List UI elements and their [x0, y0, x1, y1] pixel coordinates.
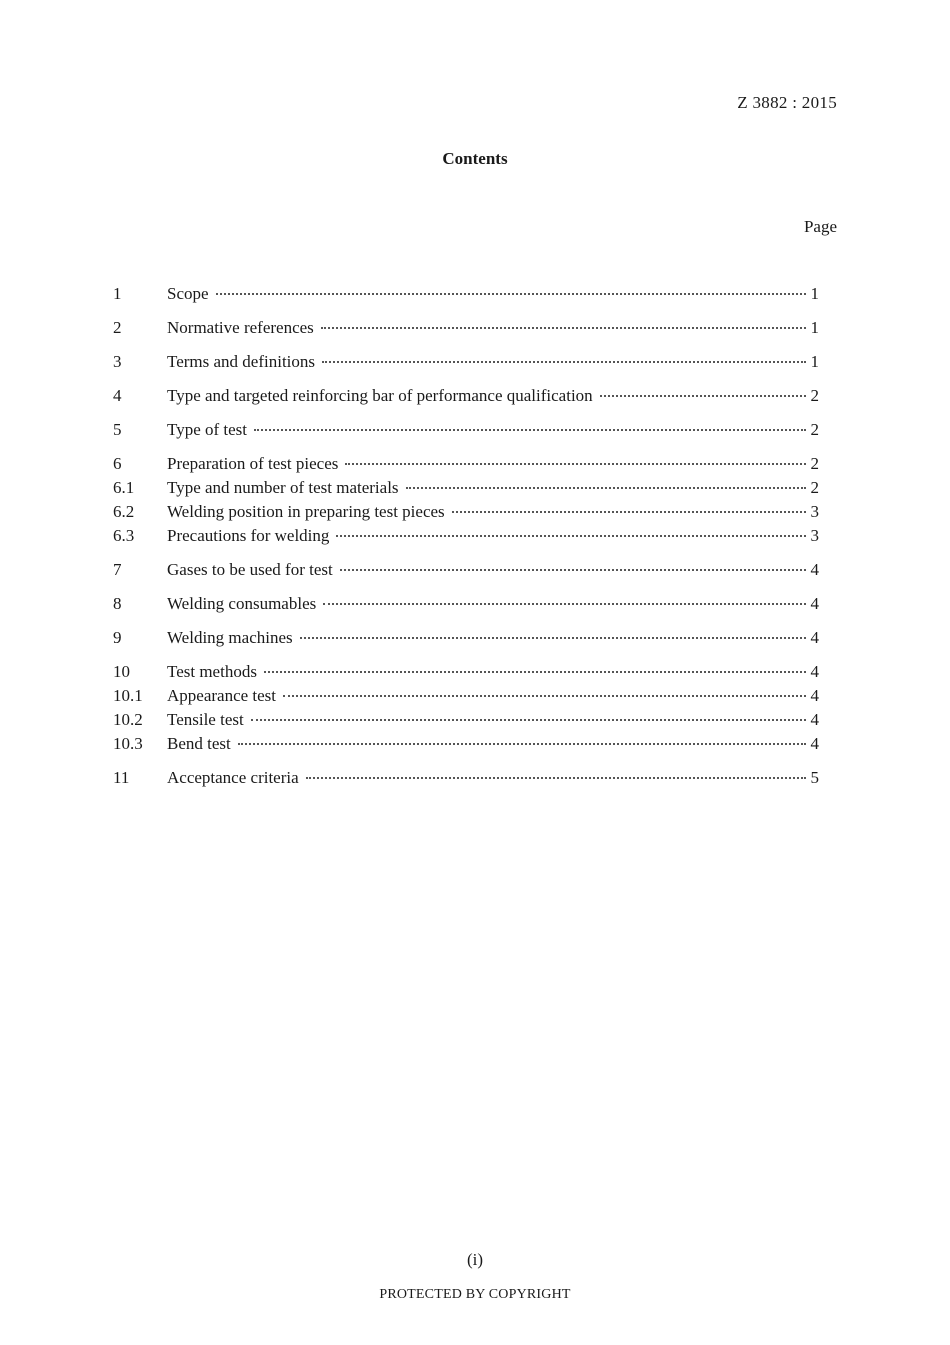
toc-entry-number: 10.2 — [113, 710, 143, 729]
toc-entry-page: 3 — [810, 502, 819, 521]
dot-leader — [238, 743, 806, 745]
toc-entry[interactable] — [113, 524, 819, 548]
toc-entry[interactable] — [113, 558, 819, 582]
toc-entry-page: 1 — [810, 284, 819, 303]
toc-entry-number: 5 — [113, 420, 122, 439]
dot-leader — [452, 511, 806, 513]
toc-group — [113, 452, 819, 548]
dot-leader — [306, 777, 806, 779]
toc-entry-number: 10.3 — [113, 734, 143, 753]
toc-entry[interactable] — [113, 732, 819, 756]
toc-entry-page: 4 — [810, 628, 819, 647]
toc-entry-page: 4 — [810, 594, 819, 613]
toc-entry-number: 6 — [113, 454, 122, 473]
toc-entry[interactable] — [113, 684, 819, 708]
toc-entry-number: 8 — [113, 594, 122, 613]
dot-leader — [323, 603, 805, 605]
toc-entry-page: 4 — [810, 710, 819, 729]
toc-entry[interactable] — [113, 592, 819, 616]
toc-entry-title: Tensile test — [167, 710, 244, 729]
toc-entry-number: 1 — [113, 284, 122, 303]
copyright-notice: PROTECTED BY COPYRIGHT — [379, 1287, 571, 1302]
toc-entry-title: Acceptance criteria — [167, 768, 299, 787]
toc-entry-page: 1 — [810, 352, 819, 371]
toc-entry-title: Scope — [167, 284, 209, 303]
toc-group — [113, 558, 819, 582]
toc-entry-title: Terms and definitions — [167, 352, 316, 371]
toc-entry-title: Preparation of test pieces — [167, 454, 339, 473]
toc-group — [113, 282, 819, 306]
toc-group — [113, 766, 819, 790]
dot-leader — [216, 293, 806, 295]
toc-entry-number: 11 — [113, 768, 130, 787]
toc-entry-title: Welding consumables — [167, 594, 317, 613]
dot-leader — [254, 429, 805, 431]
dot-leader — [345, 463, 805, 465]
toc-entry-title: Gases to be used for test — [167, 560, 333, 579]
dot-leader — [600, 395, 806, 397]
toc-entry-page: 4 — [810, 686, 819, 705]
table-of-contents — [113, 282, 819, 800]
toc-entry-number: 6.2 — [113, 502, 135, 521]
toc-entry-title: Type and targeted reinforcing bar of performance qualification — [167, 386, 593, 405]
page-folio: (i) — [466, 1250, 484, 1269]
toc-group — [113, 350, 819, 374]
toc-group — [113, 316, 819, 340]
toc-entry-title: Welding position in preparing test pieces — [167, 502, 445, 521]
toc-entry-number: 7 — [113, 560, 122, 579]
dot-leader — [251, 719, 806, 721]
dot-leader — [322, 361, 805, 363]
toc-entry-title: Type of test — [167, 420, 248, 439]
toc-entry-title: Welding machines — [167, 628, 293, 647]
toc-entry-page: 3 — [810, 526, 819, 545]
toc-entry-page: 1 — [810, 318, 819, 337]
toc-entry-number: 4 — [113, 386, 122, 405]
toc-group — [113, 384, 819, 408]
toc-entry-number: 10 — [113, 662, 130, 681]
dot-leader — [283, 695, 805, 697]
dot-leader — [336, 535, 805, 537]
toc-entry-page: 2 — [810, 454, 819, 473]
toc-entry-number: 10.1 — [113, 686, 143, 705]
toc-group — [113, 592, 819, 616]
toc-entry-page: 2 — [810, 386, 819, 405]
toc-entry-page: 4 — [810, 662, 819, 681]
toc-entry[interactable] — [113, 316, 819, 340]
dot-leader — [406, 487, 806, 489]
toc-entry[interactable] — [113, 384, 819, 408]
toc-entry[interactable] — [113, 282, 819, 306]
toc-entry-page: 2 — [810, 420, 819, 439]
dot-leader — [321, 327, 806, 329]
toc-entry-number: 6.1 — [113, 478, 135, 497]
toc-entry-title: Precautions for welding — [167, 526, 330, 545]
toc-entry[interactable] — [113, 626, 819, 650]
toc-group — [113, 418, 819, 442]
dot-leader — [340, 569, 806, 571]
toc-entry[interactable] — [113, 708, 819, 732]
toc-entry[interactable] — [113, 476, 819, 500]
document-number: Z 3882 : 2015 — [737, 93, 837, 112]
toc-entry-number: 9 — [113, 628, 122, 647]
toc-entry-title: Bend test — [167, 734, 231, 753]
page-column-label: Page — [803, 217, 837, 236]
page-title: Contents — [442, 149, 508, 168]
dot-leader — [264, 671, 806, 673]
toc-entry[interactable] — [113, 500, 819, 524]
toc-group — [113, 626, 819, 650]
toc-entry-title: Appearance test — [167, 686, 277, 705]
toc-entry-page: 2 — [810, 478, 819, 497]
toc-entry-title: Normative references — [167, 318, 314, 337]
toc-entry-title: Type and number of test materials — [167, 478, 399, 497]
toc-entry-number: 2 — [113, 318, 122, 337]
toc-entry[interactable] — [113, 350, 819, 374]
toc-entry[interactable] — [113, 418, 819, 442]
toc-entry-number: 3 — [113, 352, 122, 371]
toc-entry[interactable] — [113, 766, 819, 790]
dot-leader — [300, 637, 806, 639]
toc-entry-number: 6.3 — [113, 526, 135, 545]
toc-entry-page: 4 — [810, 734, 819, 753]
toc-entry-title: Test methods — [167, 662, 257, 681]
toc-entry-page: 4 — [810, 560, 819, 579]
toc-entry[interactable] — [113, 660, 819, 684]
toc-entry[interactable] — [113, 452, 819, 476]
toc-group — [113, 660, 819, 756]
toc-entry-page: 5 — [810, 768, 819, 787]
